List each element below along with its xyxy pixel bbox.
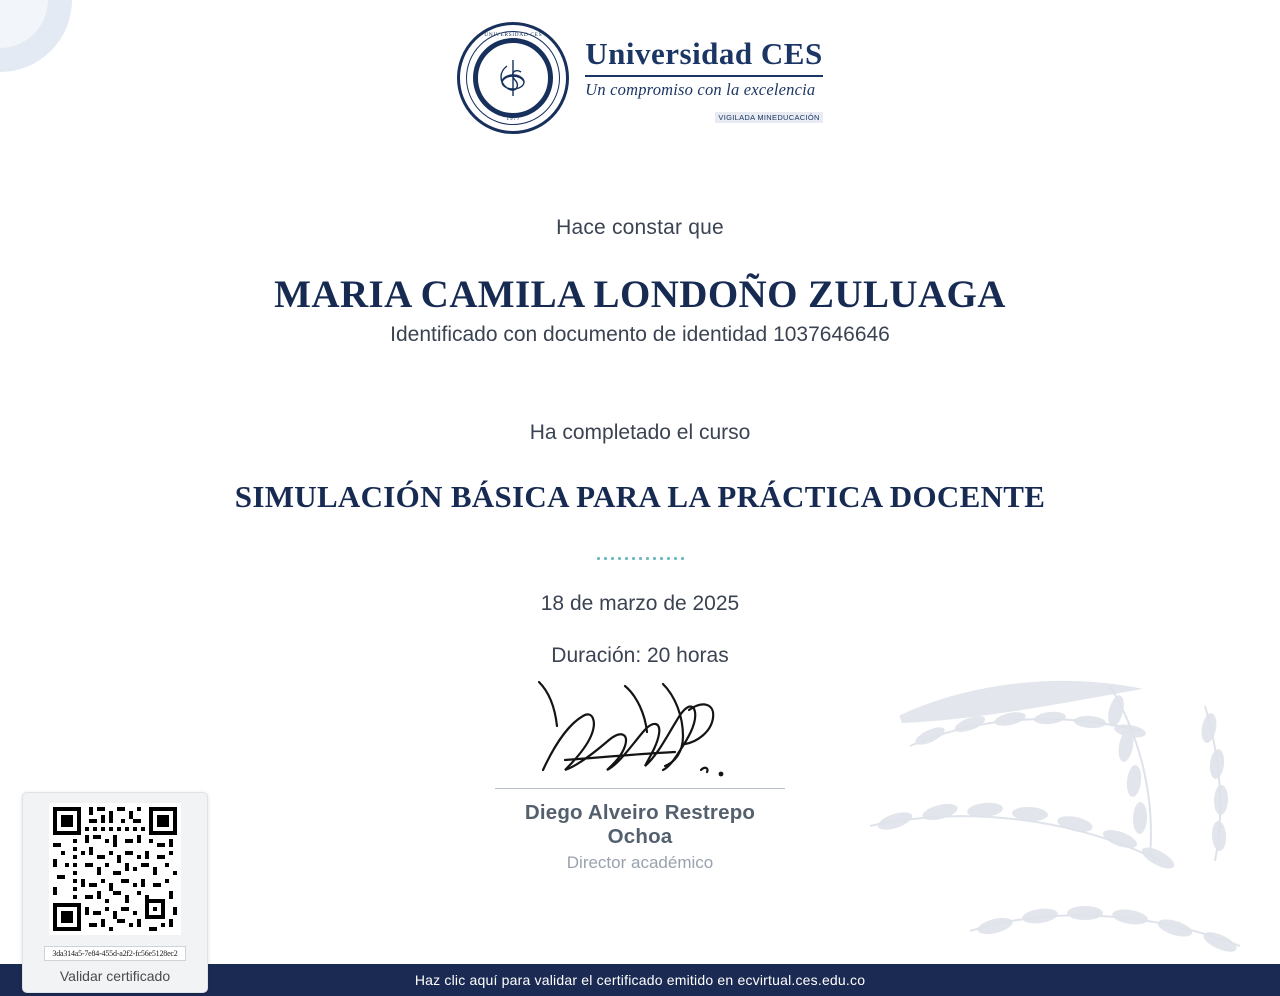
student-name: MARIA CAMILA LONDOÑO ZULUAGA	[274, 273, 1006, 316]
institution-header	[0, 0, 1280, 134]
certificate-body	[0, 216, 1280, 873]
course-duration: Duración: 20 horas	[551, 644, 729, 667]
qr-validation-card[interactable]	[22, 792, 208, 993]
signer-name: Diego Alveiro Restrepo Ochoa	[524, 801, 756, 848]
university-seal-icon	[457, 22, 569, 134]
course-name: SIMULACIÓN BÁSICA PARA LA PRÁCTICA DOCENTE	[234, 479, 1046, 514]
completed-label: Ha completado el curso	[529, 421, 751, 444]
university-name: Universidad CES	[585, 36, 823, 71]
seal-top-text: UNIVERSIDAD CES	[484, 32, 543, 38]
handwritten-signature-icon	[525, 674, 755, 794]
qr-code-icon[interactable]	[49, 803, 181, 935]
issue-date: 18 de marzo de 2025	[540, 592, 740, 615]
caduceus-icon	[487, 52, 539, 104]
seal-year: 1977	[506, 116, 521, 122]
validate-footer-link[interactable]: Haz clic aquí para validar el certificado emitido en ecvirtual.ces.edu.co	[0, 964, 1280, 996]
seal-inner-emblem	[482, 47, 544, 109]
supervision-note: VIGILADA MINEDUCACIÓN	[715, 112, 822, 123]
university-tagline: Un compromiso con la excelencia	[585, 79, 816, 99]
qr-label[interactable]: Validar certificado	[59, 968, 171, 984]
signature-block	[490, 674, 790, 873]
student-id-line: Identificado con documento de identidad 1037646646	[390, 323, 890, 346]
signature-line	[495, 788, 785, 789]
logo-block	[457, 22, 822, 134]
wordmark-rule	[585, 75, 822, 77]
lead-text: Hace constar que	[556, 216, 724, 239]
certificate-hash: 3da314a5-7e84-455d-a2f2-fc56e5128ec2	[44, 946, 186, 961]
signer-role: Director académico	[566, 853, 714, 872]
wordmark	[585, 22, 822, 123]
dotted-divider	[595, 557, 685, 560]
